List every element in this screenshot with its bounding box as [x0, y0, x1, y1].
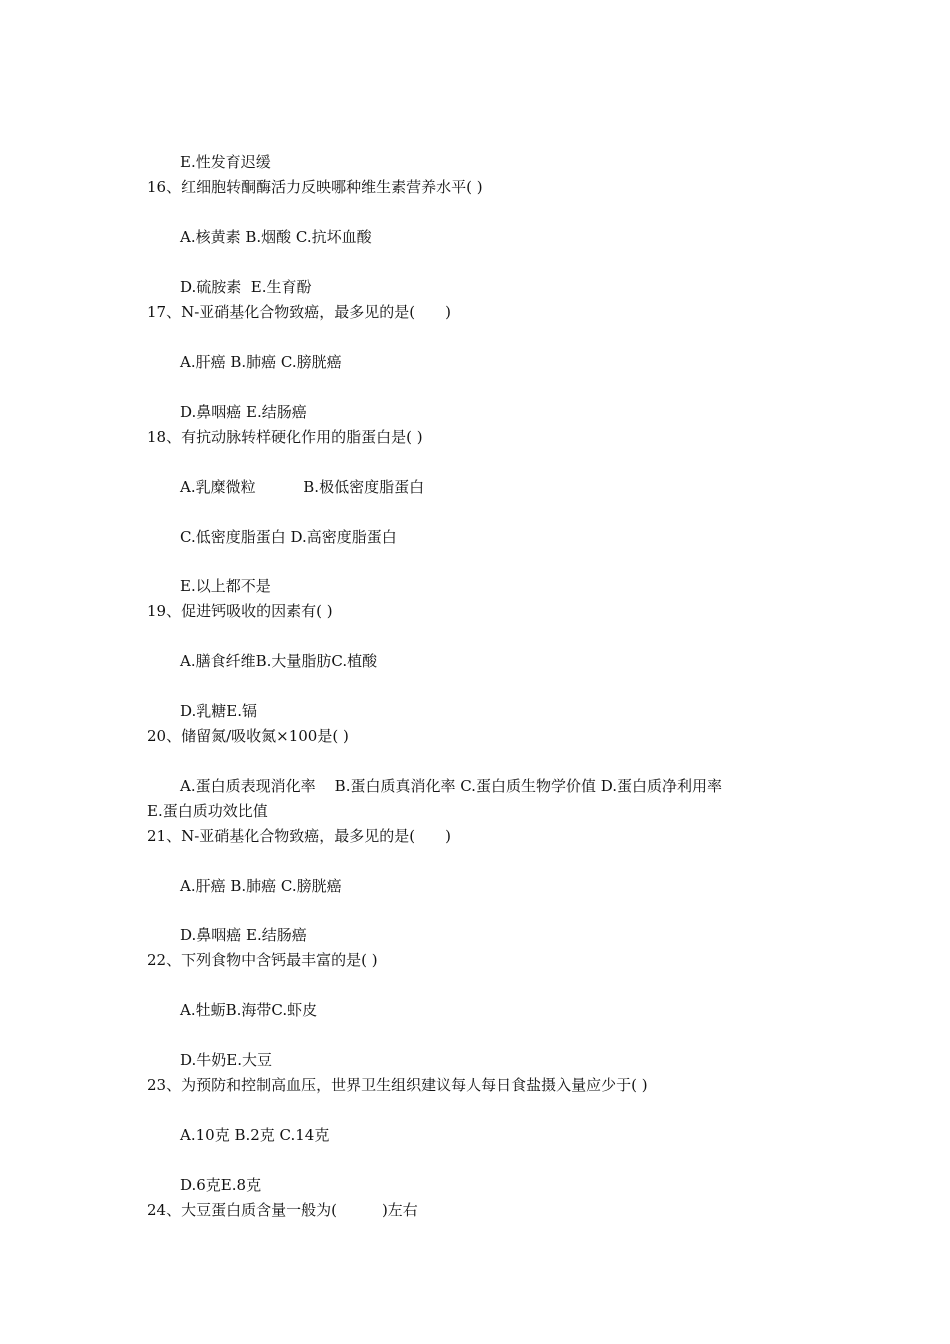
question-16: 16、红细胞转酮酶活力反映哪种维生素营养水平( ): [147, 178, 483, 196]
question-20: 20、储留氮/吸收氮×100是( ): [147, 727, 349, 745]
question-21: 21、N-亚硝基化合物致癌，最多见的是( ): [147, 827, 451, 845]
question-22: 22、下列食物中含钙最丰富的是( ): [147, 951, 378, 969]
option-line: D.乳糖E.镉: [180, 702, 257, 720]
option-line: A.肝癌 B.肺癌 C.膀胱癌: [180, 877, 342, 895]
option-line: A.乳糜微粒 B.极低密度脂蛋白: [180, 478, 425, 496]
question-18: 18、有抗动脉转样硬化作用的脂蛋白是( ): [147, 428, 423, 446]
question-17: 17、N-亚硝基化合物致癌，最多见的是( ): [147, 303, 451, 321]
option-line-wrapped: E.蛋白质功效比值: [147, 802, 268, 820]
option-line: D.牛奶E.大豆: [180, 1051, 272, 1069]
question-19: 19、促进钙吸收的因素有( ): [147, 602, 333, 620]
option-line: A.牡蛎B.海带C.虾皮: [180, 1001, 318, 1019]
option-line: A.核黄素 B.烟酸 C.抗坏血酸: [180, 228, 372, 246]
option-line: E.以上都不是: [180, 577, 271, 595]
option-line: D.鼻咽癌 E.结肠癌: [180, 403, 307, 421]
option-line: C.低密度脂蛋白 D.高密度脂蛋白: [180, 528, 397, 546]
option-line: A.蛋白质表现消化率 B.蛋白质真消化率 C.蛋白质生物学价值 D.蛋白质净利用率: [180, 777, 722, 795]
option-line: A.肝癌 B.肺癌 C.膀胱癌: [180, 353, 342, 371]
option-line: A.膳食纤维B.大量脂肪C.植酸: [180, 652, 378, 670]
question-23: 23、为预防和控制高血压，世界卫生组织建议每人每日食盐摄入量应少于( ): [147, 1076, 648, 1094]
option-line: A.10克 B.2克 C.14克: [180, 1126, 330, 1144]
option-line: E.性发育迟缓: [180, 153, 271, 171]
option-line: D.硫胺素 E.生育酚: [180, 278, 312, 296]
question-24: 24、大豆蛋白质含量一般为( )左右: [147, 1201, 418, 1219]
option-line: D.鼻咽癌 E.结肠癌: [180, 926, 307, 944]
option-line: D.6克E.8克: [180, 1176, 262, 1194]
